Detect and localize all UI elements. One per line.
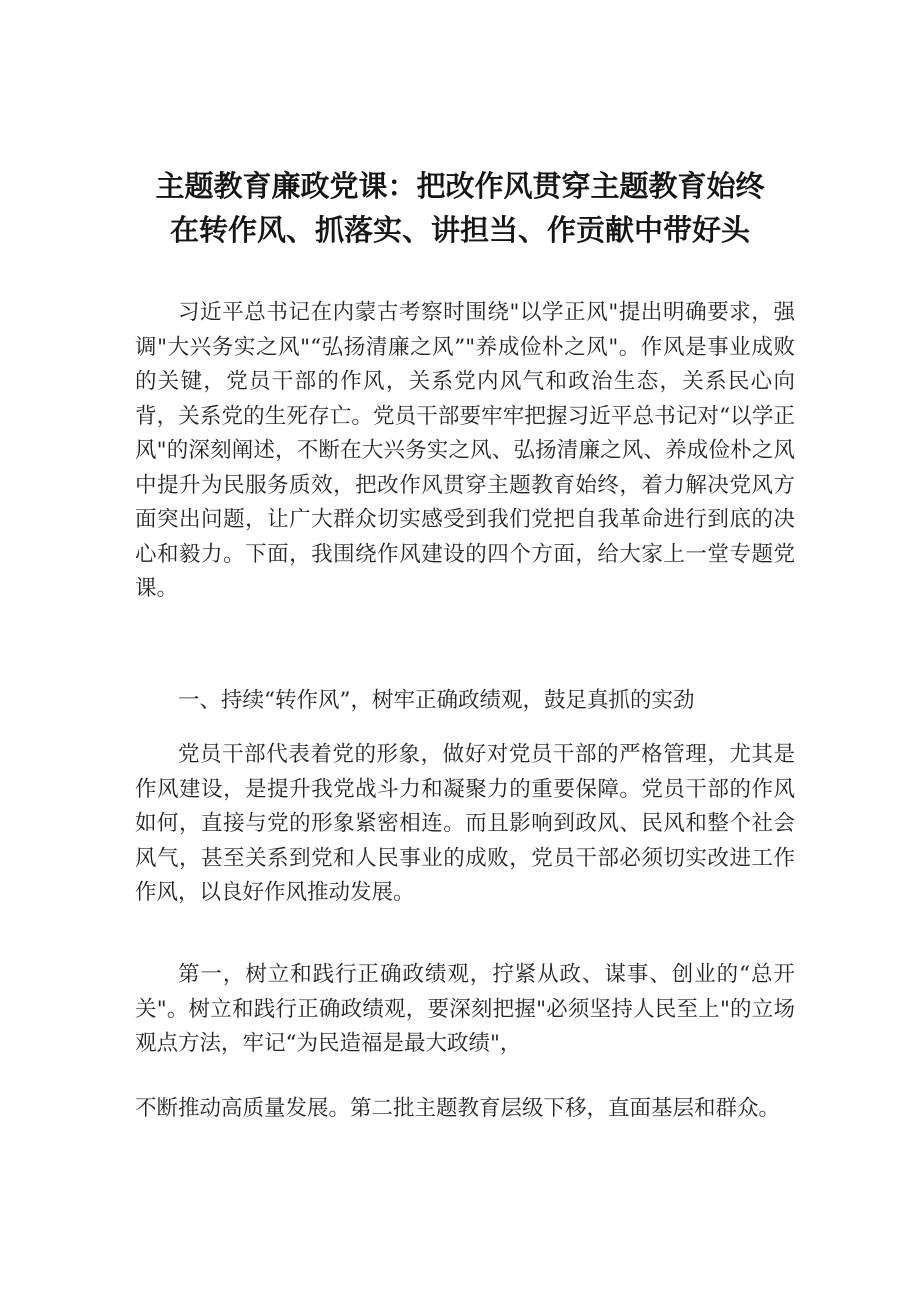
body-paragraph-3 bbox=[135, 958, 795, 1062]
body-paragraph-intro bbox=[135, 296, 795, 607]
document-title: 主题教育廉政党课：把改作风贯穿主题教育始终在转作风、抓落实、讲担当、作贡献中带好头 bbox=[155, 169, 765, 247]
section-heading-1 bbox=[135, 686, 795, 716]
section-heading-text: 一、持续“转作风”，树牢正确政绩观，鼓足真抓的实劲 bbox=[178, 688, 695, 713]
paragraph-text: 第一，树立和践行正确政绩观，拧紧从政、谋事、创业的“总开关"。树立和践行正确政绩观，要深刻把握"必须坚持人民至上"的立场观点方法，牢记“为民造福是最大政绩"， bbox=[135, 962, 795, 1056]
body-paragraph-4 bbox=[135, 1092, 795, 1127]
body-paragraph-2 bbox=[135, 738, 795, 911]
paragraph-text: 习近平总书记在内蒙古考察时围绕"以学正风"提出明确要求，强调"大兴务实之风"“弘扬清廉之风”"养成俭朴之风"。作风是事业成败的关键，党员干部的作风，关系党内风气和政治生态，关系民心向背，关系党的生死存亡。党员干部要牢牢把握习近平总书记对“以学正风"的深刻阐述，不断在大兴务实之风、弘扬清廉之风、养成俭朴之风中提升为民服务质效，把改作风贯穿主题教育始终，着力解决党风方面突出问题，让广大群众切实感受到我们党把自我革命进行到底的决心和毅力。下面，我围绕作风建设的四个方面，给大家上一堂专题党课。 bbox=[135, 300, 795, 601]
paragraph-text: 不断推动高质量发展。第二批主题教育层级下移，直面基层和群众。 bbox=[135, 1096, 781, 1121]
paragraph-text: 党员干部代表着党的形象，做好对党员干部的严格管理，尤其是作风建设，是提升我党战斗力和凝聚力的重要保障。党员干部的作风如何，直接与党的形象紧密相连。而且影响到政风、民风和整个社会风气，甚至关系到党和人民事业的成败，党员干部必须切实改进工作作风，以良好作风推动发展。 bbox=[135, 742, 795, 905]
